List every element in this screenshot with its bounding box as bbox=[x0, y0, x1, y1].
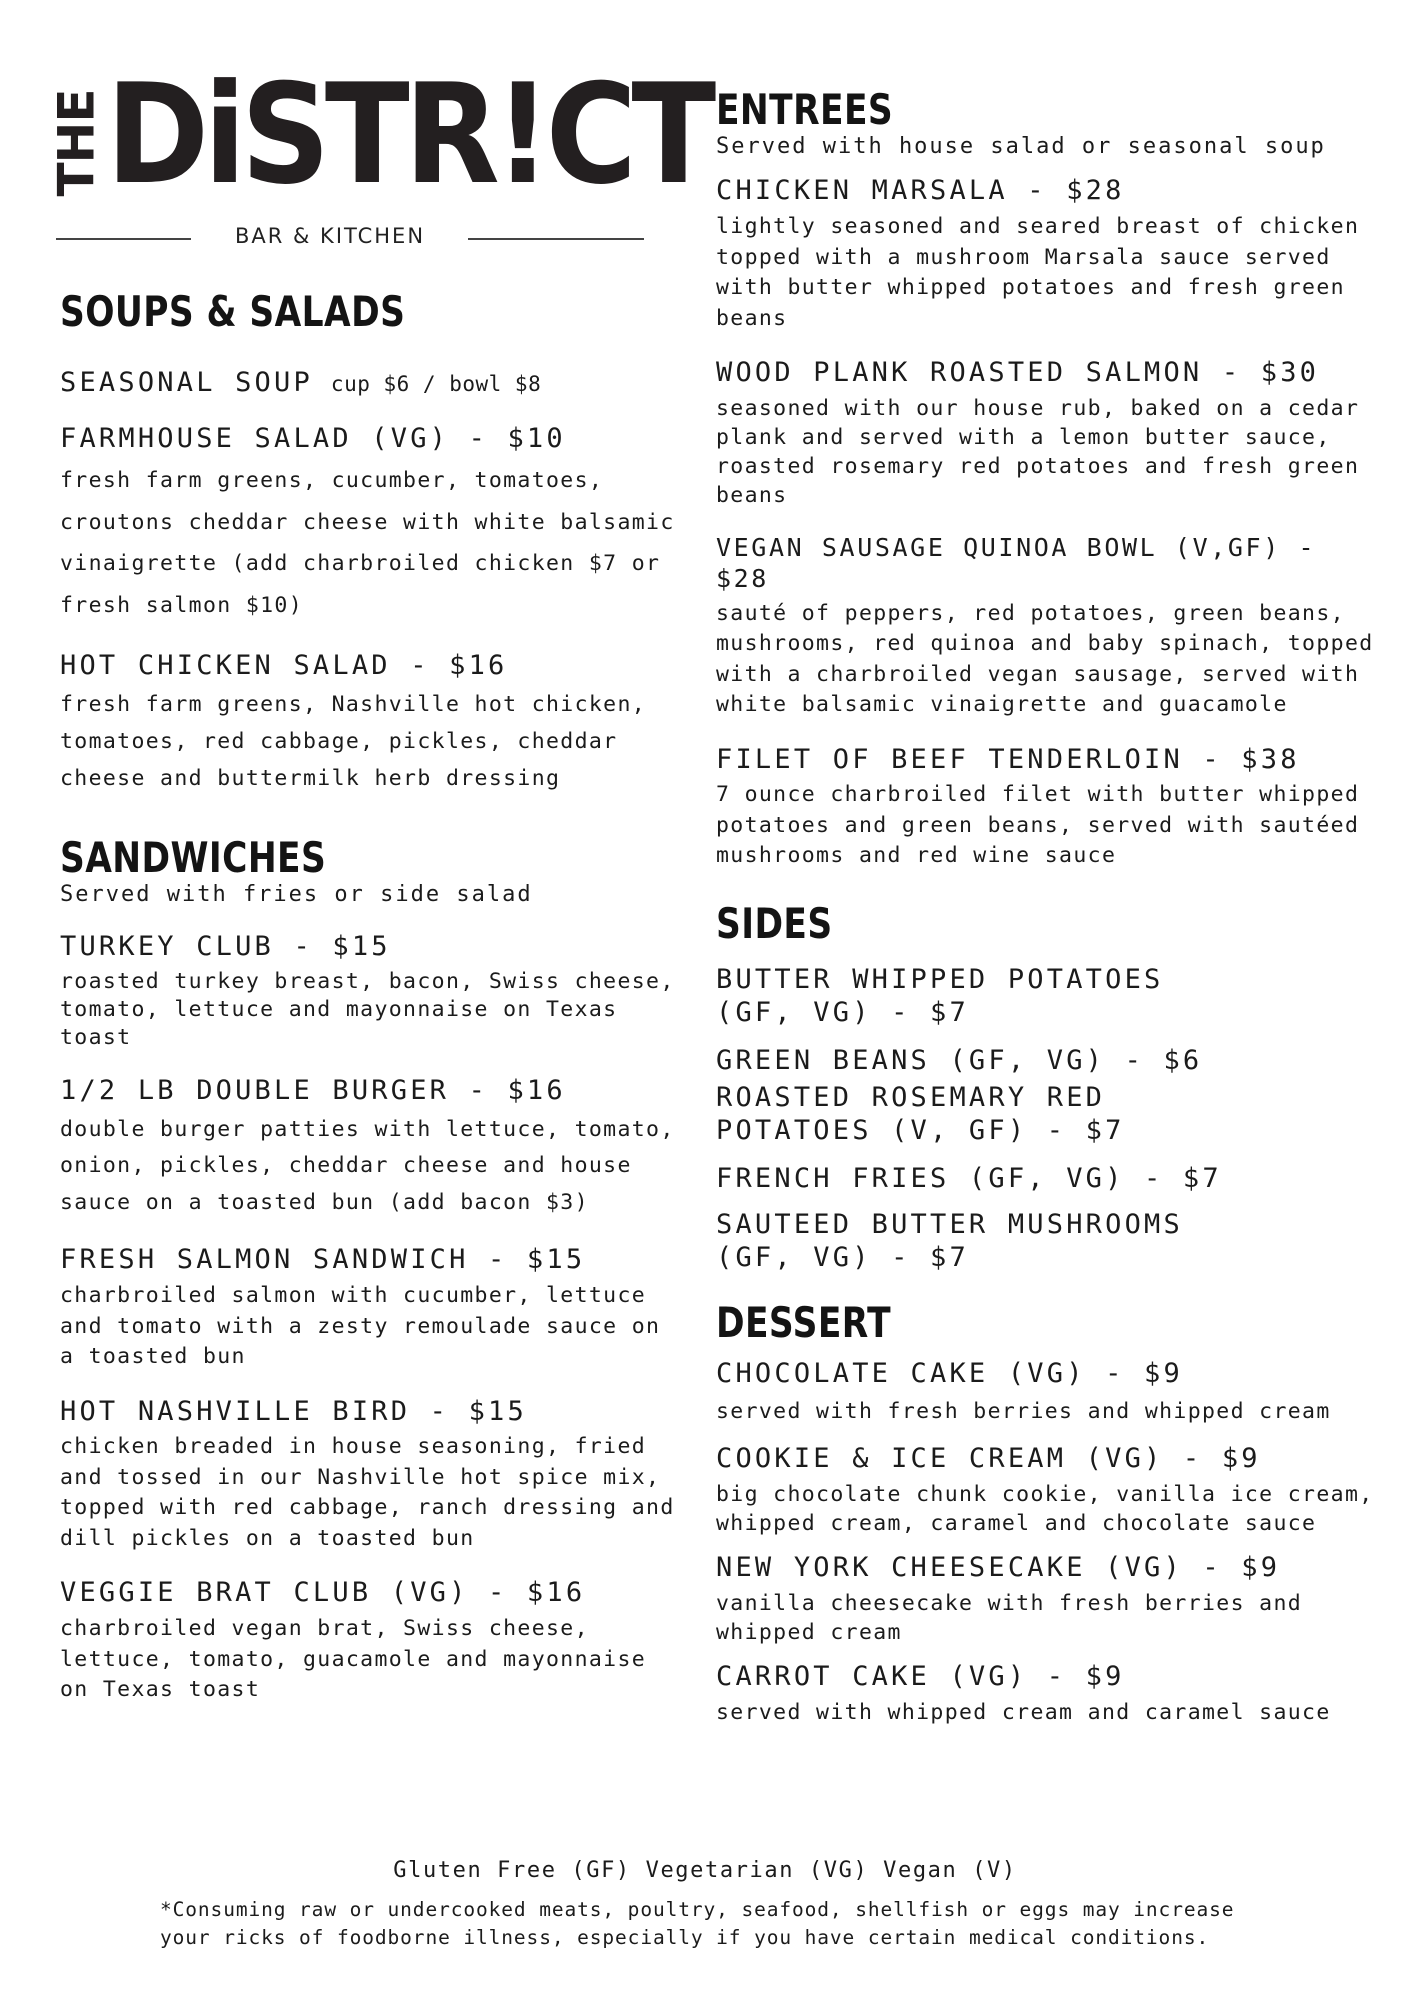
item-name: COOKIE & ICE CREAM (VG) - $9 bbox=[716, 1442, 1261, 1474]
menu-item bbox=[60, 649, 680, 798]
logo-subtitle: BAR & KITCHEN bbox=[234, 224, 426, 248]
menu-item bbox=[716, 1209, 1386, 1275]
menu-item bbox=[716, 1044, 1386, 1078]
item-description: seasoned with our house rub, baked on a cedar plank and served with a lemon butter sauce, roasted rosemary red potatoes and fresh green beans bbox=[716, 396, 1360, 509]
item-description: charbroiled salmon with cucumber, lettuce and tomato with a zesty remoulade sauce on a toasted bun bbox=[60, 1283, 661, 1370]
item-name: VEGAN SAUSAGE QUINOA BOWL (V,GF) - $28 bbox=[716, 533, 1334, 594]
menu-item bbox=[716, 1357, 1386, 1430]
left-column bbox=[60, 287, 680, 1706]
item-price: cup $6 / bowl $8 bbox=[330, 372, 542, 397]
item-name: FARMHOUSE SALAD (VG) - $10 bbox=[60, 422, 566, 454]
item-name: HOT NASHVILLE BIRD - $15 bbox=[60, 1395, 527, 1427]
menu-item bbox=[60, 1576, 680, 1705]
item-name: ROASTED ROSEMARY RED POTATOES (V, GF) - $7 bbox=[716, 1081, 1125, 1146]
item-description: charbroiled vegan brat, Swiss cheese, lettuce, tomato, guacamole and mayonnaise on Texas toast bbox=[60, 1616, 647, 1703]
menu-item bbox=[716, 1082, 1386, 1148]
item-name: GREEN BEANS (GF, VG) - $6 bbox=[716, 1044, 1203, 1076]
item-name: CHICKEN MARSALA - $28 bbox=[716, 175, 1125, 207]
menu-item bbox=[716, 356, 1386, 510]
menu-item bbox=[60, 1243, 680, 1372]
section-title: SIDES bbox=[716, 898, 833, 948]
menu-item bbox=[716, 174, 1386, 334]
menu-item bbox=[716, 743, 1386, 872]
menu-item bbox=[60, 1074, 680, 1221]
sandwiches-section bbox=[60, 832, 680, 1706]
item-name: 1/2 LB DOUBLE BURGER - $16 bbox=[60, 1074, 566, 1106]
menu-item bbox=[60, 930, 680, 1052]
menu-item bbox=[716, 1442, 1386, 1539]
item-description: chicken breaded in house seasoning, fried and tossed in our Nashville hot spice mix, topped with red cabbage, ranch dressing and dill pickles on a toasted bun bbox=[60, 1434, 675, 1551]
logo-the: THE bbox=[48, 88, 107, 197]
soups-salads-section bbox=[60, 287, 680, 798]
restaurant-logo bbox=[48, 54, 711, 255]
section-title: SANDWICHES bbox=[60, 832, 327, 882]
item-description: 7 ounce charbroiled filet with butter whipped potatoes and green beans, served with sautéed mushrooms and red wine sauce bbox=[716, 782, 1360, 869]
menu-item bbox=[716, 1162, 1386, 1196]
sides-section bbox=[716, 898, 1386, 1275]
item-name: VEGGIE BRAT CLUB (VG) - $16 bbox=[60, 1577, 586, 1609]
section-note: Served with fries or side salad bbox=[60, 882, 533, 908]
logo-rule-left bbox=[56, 238, 191, 240]
logo-wordmark: DiSTR!CT bbox=[106, 54, 711, 215]
item-name: HOT CHICKEN SALAD - $16 bbox=[60, 650, 508, 682]
menu-item bbox=[716, 1660, 1386, 1727]
menu-item bbox=[60, 1395, 680, 1555]
item-name: SEASONAL SOUP bbox=[60, 367, 313, 399]
item-description: lightly seasoned and seared breast of chicken topped with a mushroom Marsala sauce served with butter whipped potatoes and fresh green beans bbox=[716, 214, 1360, 331]
right-column bbox=[716, 85, 1386, 1727]
item-name: NEW YORK CHEESECAKE (VG) - $9 bbox=[716, 1551, 1281, 1583]
item-name: FRESH SALMON SANDWICH - $15 bbox=[60, 1244, 586, 1276]
item-description: fresh farm greens, Nashville hot chicken, tomatoes, red cabbage, pickles, cheddar cheese and buttermilk herb dressing bbox=[60, 692, 647, 791]
menu-item-seasonal-soup bbox=[60, 366, 680, 400]
item-name: CHOCOLATE CAKE (VG) - $9 bbox=[716, 1358, 1183, 1390]
menu-item bbox=[716, 532, 1386, 721]
item-name: FILET OF BEEF TENDERLOIN - $38 bbox=[716, 743, 1300, 775]
item-name: FRENCH FRIES (GF, VG) - $7 bbox=[716, 1162, 1222, 1194]
item-description: served with fresh berries and whipped cream bbox=[716, 1399, 1331, 1425]
section-title: SOUPS & SALADS bbox=[60, 287, 406, 336]
item-name: SAUTEED BUTTER MUSHROOMS (GF, VG) - $7 bbox=[716, 1209, 1183, 1274]
entrees-section bbox=[716, 85, 1386, 872]
item-name: WOOD PLANK ROASTED SALMON - $30 bbox=[716, 357, 1320, 389]
dessert-section bbox=[716, 1298, 1386, 1727]
menu-item bbox=[716, 964, 1386, 1030]
item-description: roasted turkey breast, bacon, Swiss cheese, tomato, lettuce and mayonnaise on Texas toast bbox=[60, 969, 675, 1051]
item-description: vanilla cheesecake with fresh berries and whipped cream bbox=[716, 1590, 1303, 1646]
menu-footer bbox=[0, 1858, 1410, 1952]
section-note: Served with house salad or seasonal soup bbox=[716, 134, 1326, 160]
item-name: TURKEY CLUB - $15 bbox=[60, 931, 391, 963]
menu-item bbox=[716, 1551, 1386, 1648]
dietary-legend: Gluten Free (GF) Vegetarian (VG) Vegan (V) bbox=[393, 1858, 1017, 1883]
item-description: sauté of peppers, red potatoes, green beans, mushrooms, red quinoa and baby spinach, topped with a charbroiled vegan sausage, served with white balsamic vinaigrette and guacamole bbox=[716, 600, 1374, 718]
menu-item bbox=[60, 422, 680, 627]
item-name: CARROT CAKE (VG) - $9 bbox=[716, 1660, 1125, 1692]
logo-rule-right bbox=[468, 238, 644, 240]
item-name: BUTTER WHIPPED POTATOES (GF, VG) - $7 bbox=[716, 964, 1164, 1028]
item-description: served with whipped cream and caramel sauce bbox=[716, 1699, 1331, 1725]
item-description: big chocolate chunk cookie, vanilla ice cream, whipped cream, caramel and chocolate sauce bbox=[716, 1481, 1374, 1537]
item-description: double burger patties with lettuce, tomato, onion, pickles, cheddar cheese and house sauce on a toasted bun (add bacon $3) bbox=[60, 1116, 675, 1215]
section-title: ENTREES bbox=[716, 85, 894, 134]
item-description: fresh farm greens, cucumber, tomatoes, croutons cheddar cheese with white balsamic vinaigrette (add charbroiled chicken $7 or fresh salmon $10) bbox=[60, 467, 675, 619]
section-title: DESSERT bbox=[716, 1298, 892, 1348]
food-safety-warning: *Consuming raw or undercooked meats, poultry, seafood, shellfish or eggs may increase your ricks of foodborne illness, especially if you have certain medical conditions. bbox=[160, 1898, 1235, 1950]
